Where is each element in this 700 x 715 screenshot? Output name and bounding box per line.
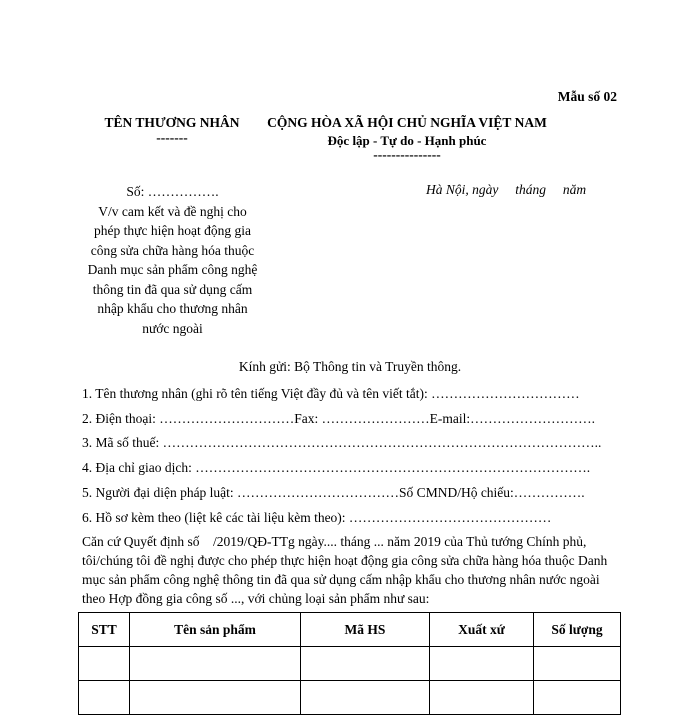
subject-line: phép thực hiện hoạt động gia: [94, 223, 251, 238]
col-header-quantity: Số lượng: [534, 613, 621, 647]
subject-line: nước ngoài: [142, 320, 203, 336]
table-cell[interactable]: [430, 647, 534, 681]
col-header-no: STT: [79, 613, 130, 647]
table-cell[interactable]: [79, 647, 130, 681]
col-header-hs-code: Mã HS: [301, 613, 430, 647]
subject-line: công sửa chữa hàng hóa thuộc: [90, 242, 255, 258]
field-contact: 2. Điện thoại: …………………………Fax: ……………………E-mail:……………………….: [82, 411, 595, 426]
paragraph-line: tôi/chúng tôi đề nghị được cho phép thực hiện hoạt động gia công sửa chữa hàng hóa thuộc Danh: [82, 553, 608, 568]
table-header-row: [79, 613, 621, 647]
form-code: Mẫu số 02: [557, 89, 617, 104]
field-merchant-name: 1. Tên thương nhân (ghi rõ tên tiếng Việt đầy đủ và tên viết tắt): ……………………………: [82, 386, 580, 401]
subject-line: V/v cam kết và đề nghị cho: [98, 203, 247, 219]
table-row: [79, 681, 621, 715]
motto-rule: ---------------: [373, 147, 441, 162]
country-name: CỘNG HÒA XÃ HỘI CHỦ NGHĨA VIỆT NAM: [267, 115, 547, 130]
col-header-product-name: Tên sản phẩm: [130, 613, 301, 647]
merchant-name-label: TÊN THƯƠNG NHÂN: [104, 115, 240, 130]
field-attachments: 6. Hồ sơ kèm theo (liệt kê các tài liệu kèm theo): ………………………………………: [82, 510, 552, 525]
recipient-line: Kính gửi: Bộ Thông tin và Truyền thông.: [238, 359, 462, 374]
field-legal-representative: 5. Người đại diện pháp luật: ………………………………Số CMND/Hộ chiếu:…………….: [82, 485, 585, 500]
col-header-origin: Xuất xứ: [430, 613, 534, 647]
document-ref-block: [40, 182, 305, 338]
paragraph-line: mục sản phẩm công nghệ thông tin đã qua sử dụng cấm nhập khẩu cho thương nhân nước ngoài: [82, 572, 600, 587]
table-row: [79, 647, 621, 681]
document-number: Số: …………….: [126, 184, 219, 199]
date-line: Hà Nội, ngày tháng năm: [426, 182, 587, 197]
field-tax-code: 3. Mã số thuế: ……………………………………………………………………………………..: [82, 435, 602, 450]
field-address: 4. Địa chỉ giao dịch: …………………………………………………………………………….: [82, 460, 591, 475]
subject-line: thông tin đã qua sử dụng cấm: [92, 281, 253, 297]
request-paragraph: [82, 532, 622, 608]
table-cell[interactable]: [301, 647, 430, 681]
table-cell[interactable]: [301, 681, 430, 715]
table-cell[interactable]: [79, 681, 130, 715]
merchant-header: [92, 115, 252, 145]
table-cell[interactable]: [130, 681, 301, 715]
table-cell[interactable]: [534, 681, 621, 715]
subject-line: nhập khẩu cho thương nhân: [97, 301, 248, 316]
merchant-name-rule: -------: [156, 130, 188, 145]
table-cell[interactable]: [430, 681, 534, 715]
paragraph-line: theo Hợp đồng gia công số ..., với chủng loại sản phẩm như sau:: [82, 591, 430, 606]
national-header: [262, 115, 552, 161]
national-motto: Độc lập - Tự do - Hạnh phúc: [327, 133, 487, 148]
table-cell[interactable]: [130, 647, 301, 681]
paragraph-line: Căn cứ Quyết định số /2019/QĐ-TTg ngày.... tháng ... năm 2019 của Thủ tướng Chính phủ,: [82, 534, 587, 549]
subject-line: Danh mục sản phẩm công nghệ: [87, 262, 258, 277]
table-cell[interactable]: [534, 647, 621, 681]
